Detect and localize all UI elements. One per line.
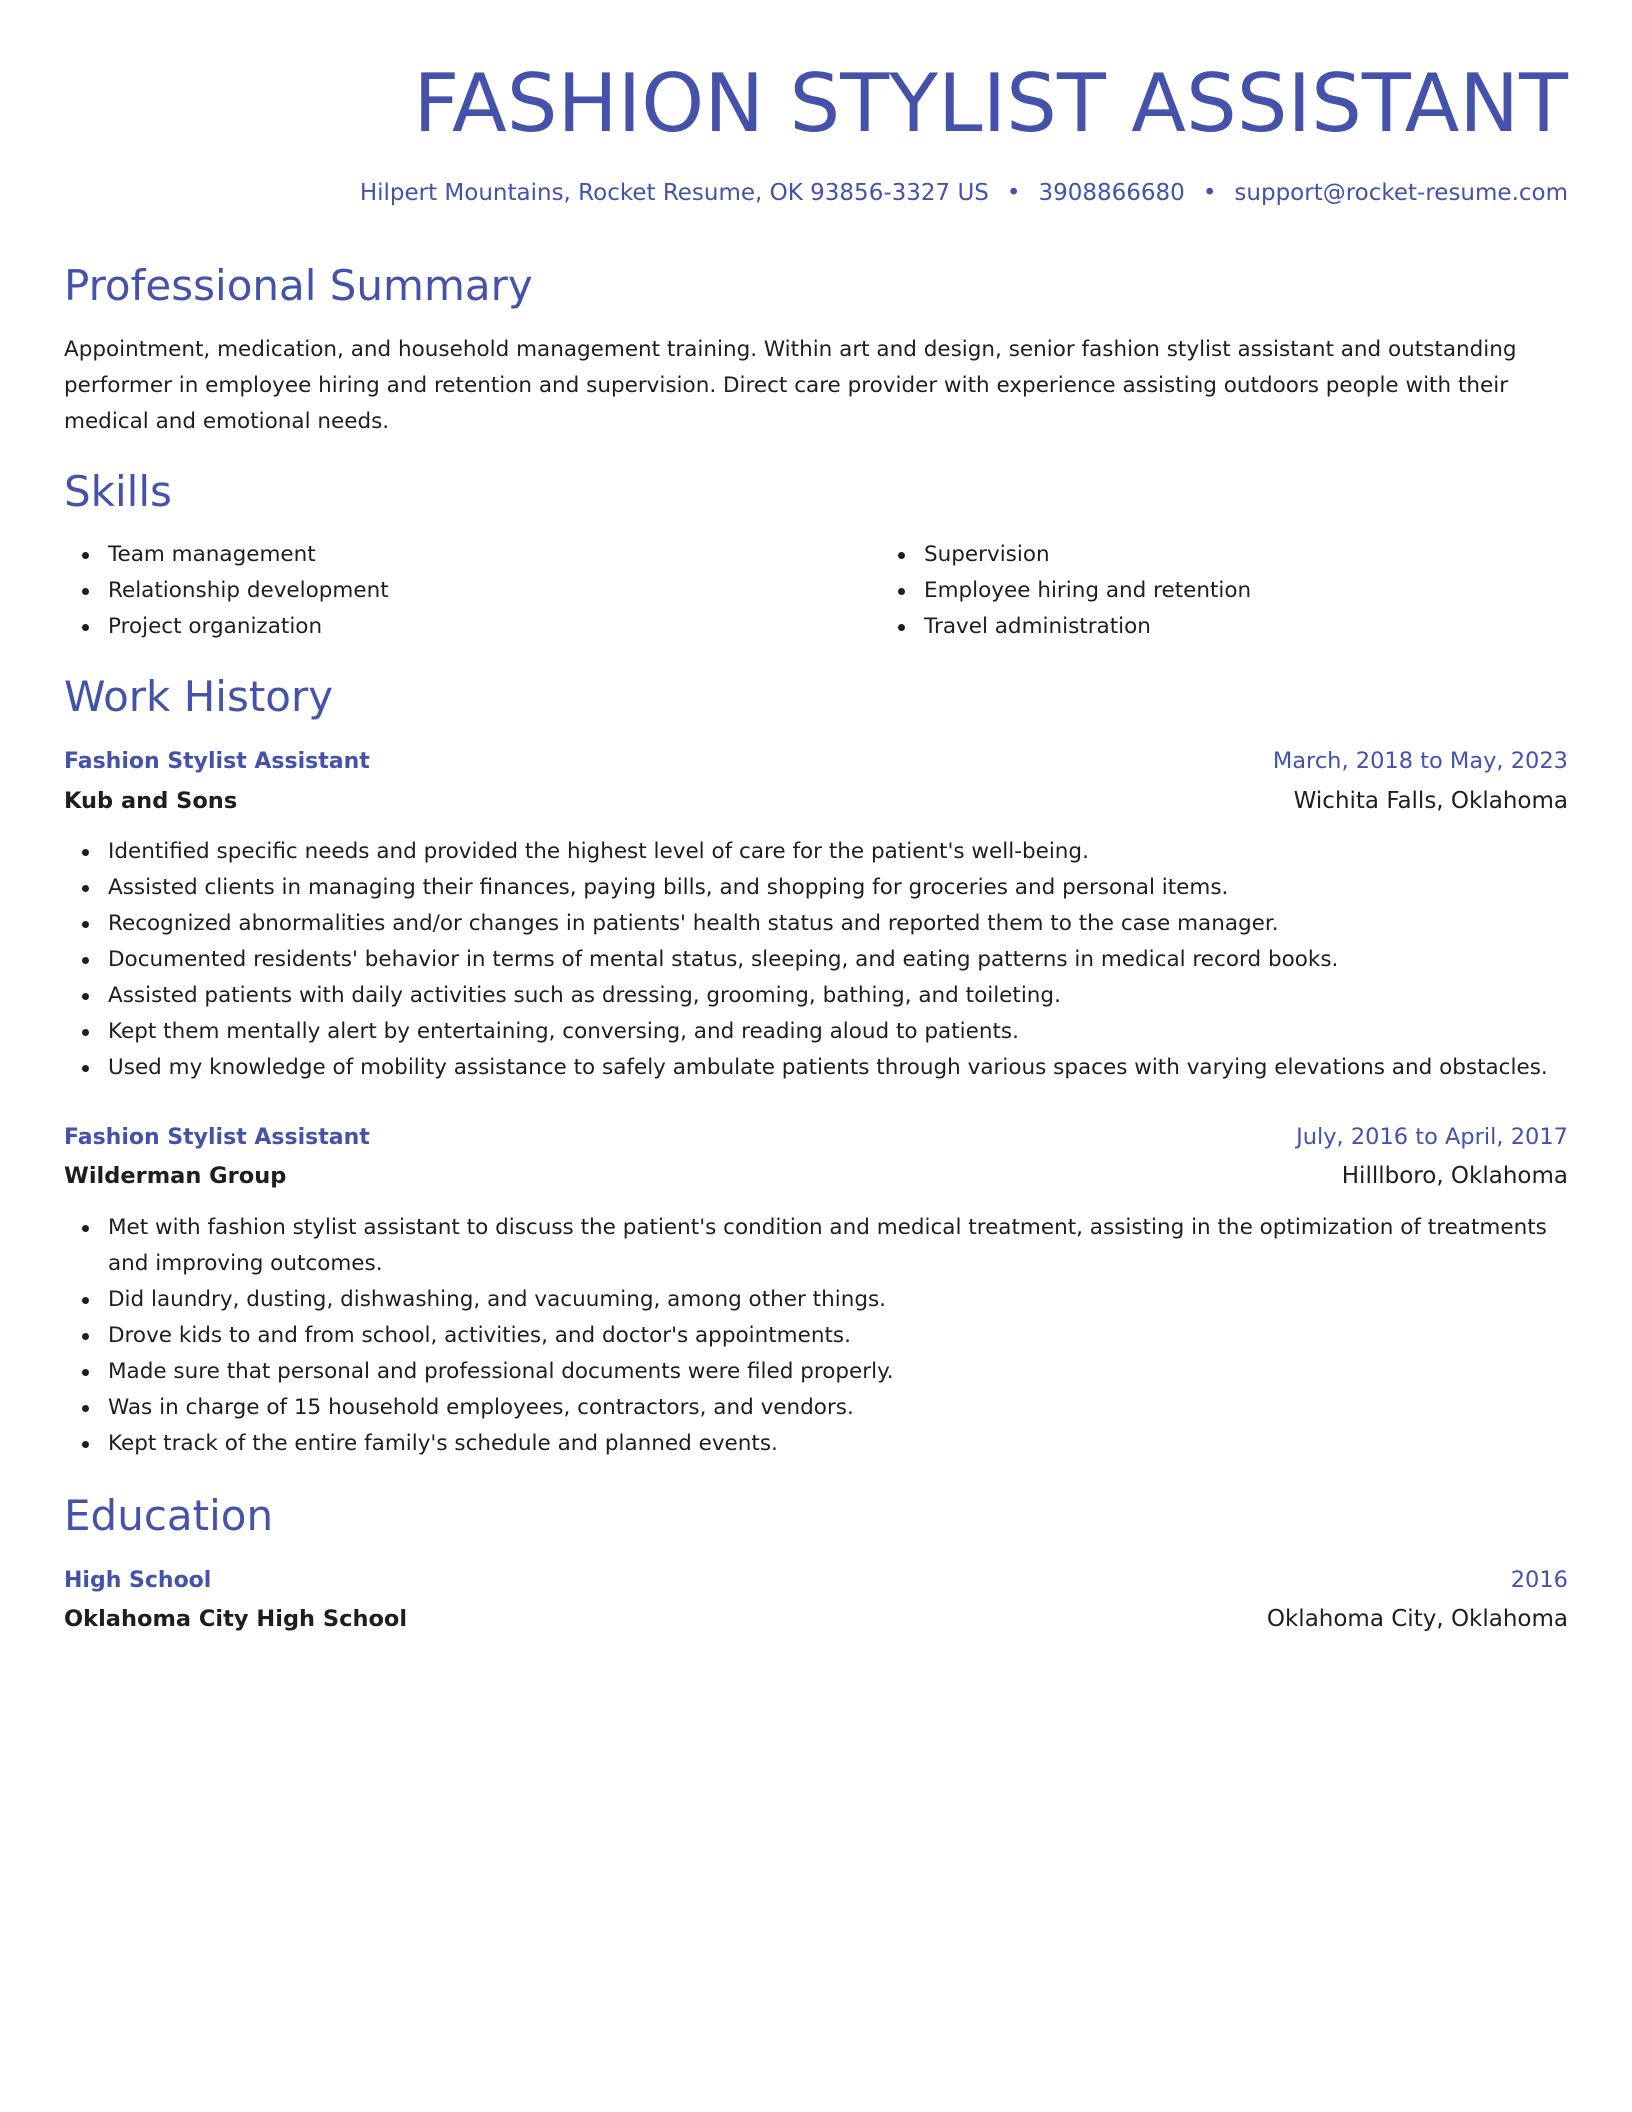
contact-line <box>360 176 1568 210</box>
job-bullet: Was in charge of 15 household employees, contractors, and vendors. <box>108 1390 1568 1426</box>
job-bullet: Made sure that personal and professional documents were filed properly. <box>108 1354 1568 1390</box>
skill-item: Project organization <box>108 609 880 645</box>
work-section <box>64 671 1568 723</box>
job-bullet: Assisted clients in managing their finances, paying bills, and shopping for groceries and personal items. <box>108 870 1568 906</box>
job-dates: July, 2016 to April, 2017 <box>1296 1124 1568 1150</box>
job-bullets <box>64 834 1568 1086</box>
summary-heading: Professional Summary <box>64 261 533 310</box>
job-bullet: Identified specific needs and provided the highest level of care for the patient's well-being. <box>108 834 1568 870</box>
job-location: Hilllboro, Oklahoma <box>1341 1163 1568 1189</box>
job-entry <box>64 1119 1568 1194</box>
skills-column-right <box>880 537 1632 645</box>
education-entry <box>64 1562 1568 1637</box>
job-bullet: Did laundry, dusting, dishwashing, and vacuuming, among other things. <box>108 1282 1568 1318</box>
job-bullet: Documented residents' behavior in terms of mental status, sleeping, and eating patterns in medical record books. <box>108 942 1568 978</box>
education-school: Oklahoma City High School <box>64 1606 408 1632</box>
job-bullet: Met with fashion stylist assistant to discuss the patient's condition and medical treatment, assisting in the optimization of treatments and improving outcomes. <box>108 1210 1568 1282</box>
job-bullet: Assisted patients with daily activities such as dressing, grooming, bathing, and toileting. <box>108 978 1568 1014</box>
job-bullet: Kept track of the entire family's schedule and planned events. <box>108 1426 1568 1462</box>
job-bullet: Drove kids to and from school, activities, and doctor's appointments. <box>108 1318 1568 1354</box>
contact-phone: 3908866680 <box>1038 180 1185 206</box>
skill-item: Supervision <box>924 537 1632 573</box>
education-heading: Education <box>64 1491 274 1540</box>
job-entry <box>64 743 1568 819</box>
summary-text: Appointment, medication, and household management training. Within art and design, senior fashion stylist assistant and outstanding performer in employee hiring and retention and supervision. Direct care provider with experience assisting outdoors people with their medical and emotional needs. <box>64 337 1517 434</box>
skill-item: Employee hiring and retention <box>924 573 1632 609</box>
skills-list <box>64 537 1632 645</box>
contact-email: support@rocket-resume.com <box>1234 180 1568 206</box>
job-bullet: Recognized abnormalities and/or changes in patients' health status and reported them to the case manager. <box>108 906 1568 942</box>
job-bullets <box>64 1210 1568 1462</box>
contact-separator: • <box>1006 180 1021 206</box>
contact-separator: • <box>1202 180 1217 206</box>
summary-body <box>64 332 1568 440</box>
job-title: Fashion Stylist Assistant <box>64 749 370 774</box>
resume-name: FASHION STYLIST ASSISTANT <box>413 57 1568 150</box>
education-degree: High School <box>64 1568 212 1593</box>
skills-section <box>64 466 1568 518</box>
summary-section <box>64 260 1568 312</box>
education-year: 2016 <box>1510 1567 1568 1593</box>
education-section <box>64 1490 1568 1542</box>
education-location: Oklahoma City, Oklahoma <box>1266 1606 1568 1632</box>
skill-item: Relationship development <box>108 573 880 609</box>
contact-address: Hilpert Mountains, Rocket Resume, OK 93856-3327 US <box>359 180 989 206</box>
job-bullet: Kept them mentally alert by entertaining, conversing, and reading aloud to patients. <box>108 1014 1568 1050</box>
skill-item: Travel administration <box>924 609 1632 645</box>
job-title: Fashion Stylist Assistant <box>64 1125 370 1150</box>
job-company: Wilderman Group <box>64 1163 287 1189</box>
work-heading: Work History <box>64 672 334 721</box>
skills-heading: Skills <box>64 467 172 516</box>
skills-column-left <box>64 537 880 645</box>
job-dates: March, 2018 to May, 2023 <box>1272 748 1568 774</box>
job-bullet: Used my knowledge of mobility assistance to safely ambulate patients through various spaces with varying elevations and obstacles. <box>108 1050 1568 1086</box>
job-company: Kub and Sons <box>64 788 238 814</box>
skill-item: Team management <box>108 537 880 573</box>
job-location: Wichita Falls, Oklahoma <box>1293 788 1568 814</box>
